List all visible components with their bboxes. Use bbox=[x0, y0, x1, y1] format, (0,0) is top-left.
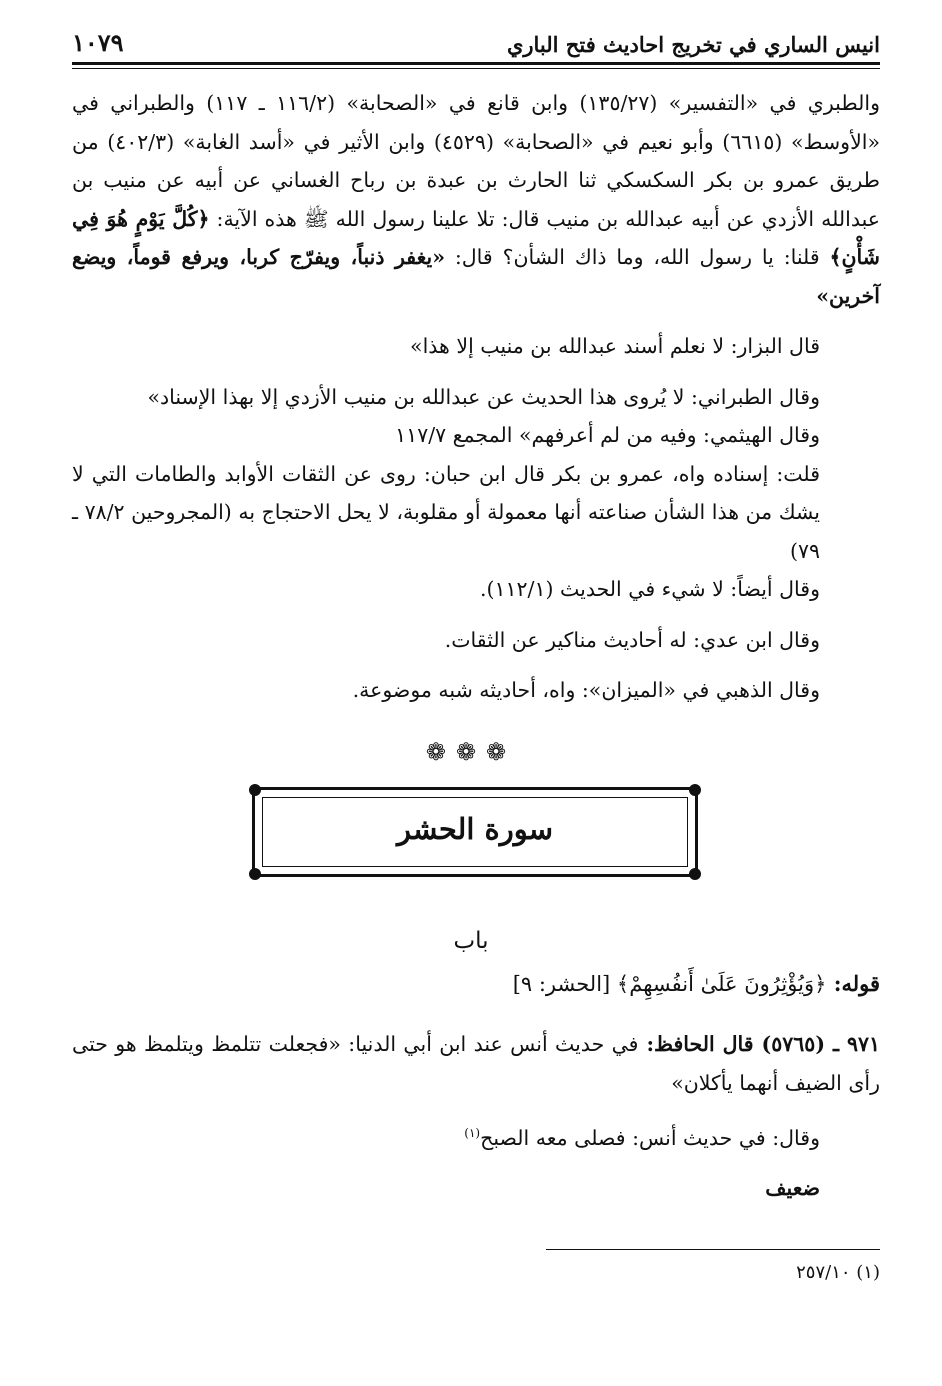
quran-verse-yuthiruna: ﴿وَيُؤْثِرُونَ عَلَىٰ أَنفُسِهِمْ﴾ bbox=[616, 972, 827, 996]
hadith-answer: «يغفر ذنباً، ويفرّج كربا، ويرفع قوماً، ويضع آخرين» bbox=[72, 245, 880, 308]
qawluhu-label: قوله: bbox=[826, 971, 880, 996]
hadith-text: في حديث أنس عند ابن أبي الدنيا: «فجعلت تتلمظ ويتلمظ هو حتى رأى الضيف أنهما يأكلان» bbox=[72, 1032, 880, 1095]
frame-corner-ornament bbox=[249, 784, 261, 796]
hadith-section bbox=[72, 1025, 880, 1208]
footnote-marker: (١) bbox=[464, 1126, 481, 1140]
hadith-second-text: وقال: في حديث أنس: فصلى معه الصبح bbox=[480, 1125, 820, 1150]
frame-corner-ornament bbox=[689, 784, 701, 796]
quran-verse-kulla-yawm: ﴿كُلَّ يَوْمٍ هُوَ فِي شَأْنٍ﴾ bbox=[72, 206, 880, 269]
frame-corner-ornament bbox=[249, 868, 261, 880]
paragraph-isnad: قلت: إسناده واه، عمرو بن بكر قال ابن حبان: روى عن الثقات الأوابد والطامات التي لا يشك من هذا الشأن صناعته أنها معمولة أو مقلوبة، لا يحل الاحتجاج به (المجروحين ٧٨/٢ ـ ٧٩) bbox=[72, 461, 820, 563]
verse-reference: [الحشر: ٩] bbox=[512, 972, 611, 996]
running-header bbox=[72, 22, 880, 62]
paragraph-haythami: وقال الهيثمي: وفيه من لم أعرفهم» المجمع ١١٧/٧ bbox=[395, 423, 820, 447]
paragraph-bazzar: قال البزار: لا نعلم أسند عبدالله بن منيب إلا هذا» bbox=[410, 334, 820, 358]
paragraph-also: وقال أيضاً: لا شيء في الحديث (١١٢/١). bbox=[480, 577, 820, 601]
paragraph-tabarani: وقال الطبراني: لا يُروى هذا الحديث عن عبدالله بن منيب الأزدي إلا بهذا الإسناد» bbox=[147, 384, 820, 409]
paragraph-ibn-adi: وقال ابن عدي: له أحاديث مناكير عن الثقات. bbox=[444, 627, 820, 652]
hadith-number: ٩٧١ ـ (٥٧٦٥) قال الحافظ: bbox=[638, 1032, 880, 1056]
footnote: (١) ٢٥٧/١٠ bbox=[796, 1262, 880, 1283]
footnote-rule bbox=[546, 1249, 880, 1250]
page-number: ١٠٧٩ bbox=[72, 28, 124, 57]
question-text: قلنا: يا رسول الله، وما ذاك الشأن؟ قال: bbox=[445, 245, 820, 269]
main-text bbox=[72, 84, 880, 710]
header-rule-thin bbox=[72, 68, 880, 69]
paragraph-sources bbox=[72, 84, 880, 315]
verse-heading bbox=[72, 965, 880, 1003]
chapter-heading: باب bbox=[453, 928, 489, 954]
surah-title: سورة الحشر bbox=[396, 812, 554, 846]
hadith-paragraph bbox=[72, 1025, 880, 1102]
section-separator: ❁❁❁ bbox=[425, 738, 517, 766]
frame-corner-ornament bbox=[689, 868, 701, 880]
surah-title-frame bbox=[252, 787, 698, 877]
paragraph-dhahabi: وقال الذهبي في «الميزان»: واه، أحاديثه شبه موضوعة. bbox=[352, 678, 820, 702]
book-title: انيس الساري في تخريج احاديث فتح الباري bbox=[506, 32, 880, 57]
hadith-second-paragraph bbox=[72, 1114, 880, 1157]
sources-text: والطبري في «التفسير» (١٣٥/٢٧) وابن قانع في «الصحابة» (١١٦/٢ ـ ١١٧) والطبراني في «الأوسط» (٦٦١٥) وأبو نعيم في «الصحابة» (٤٥٢٩) وابن الأثير في «أسد الغابة» (٤٠٢/٣) من طريق عمرو بن بكر السكسكي ثنا الحارث بن عبدة بن رباح الغساني عن أبيه عن منيب بن عبدالله الأزدي عن أبيه عبدالله بن منيب قال: تلا علينا رسول الله ﷺ هذه الآية: bbox=[72, 91, 881, 231]
header-rule-thick bbox=[72, 62, 880, 65]
hadith-verdict: ضعيف bbox=[765, 1176, 820, 1201]
